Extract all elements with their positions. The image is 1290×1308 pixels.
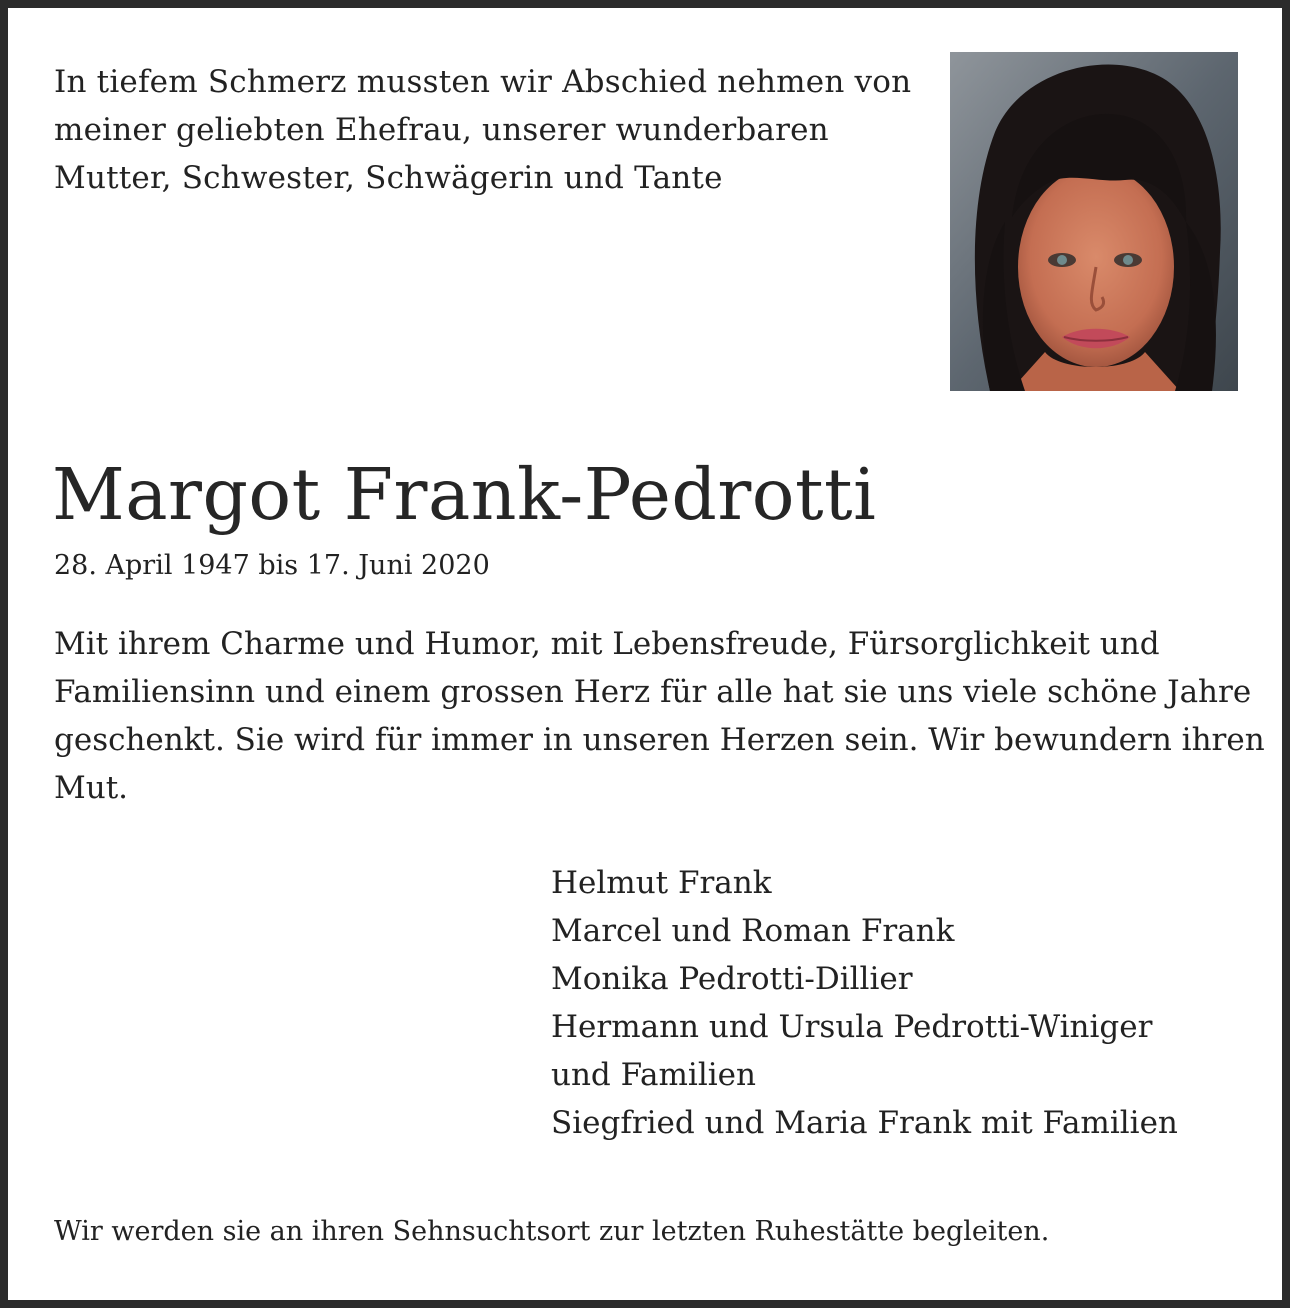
tribute-text: [54, 620, 1265, 812]
intro-text: [54, 58, 914, 202]
mourner-name: Helmut Frank: [551, 865, 772, 901]
mourner-name: Marcel und Roman Frank: [551, 913, 955, 949]
mourner-name: Hermann und Ursula Pedrotti-Winiger: [551, 1009, 1153, 1045]
tribute-line: Mit ihrem Charme und Humor, mit Lebensfreude, Fürsorglichkeit und: [54, 626, 1160, 662]
life-dates: 28. April 1947 bis 17. Juni 2020: [54, 550, 490, 581]
mourner-name: Monika Pedrotti-Dillier: [551, 961, 913, 997]
mourner-name: und Familien: [551, 1057, 756, 1093]
intro-line: In tiefem Schmerz mussten wir Abschied nehmen von: [54, 64, 912, 100]
mourners-list: [551, 859, 1241, 1147]
deceased-name: Margot Frank-Pedrotti: [52, 453, 877, 536]
intro-line: Mutter, Schwester, Schwägerin und Tante: [54, 160, 723, 196]
tribute-line: Familiensinn und einem grossen Herz für alle hat sie uns viele schöne Jahre: [54, 674, 1252, 710]
closing-note: Wir werden sie an ihren Sehnsuchtsort zur letzten Ruhestätte begleiten.: [54, 1216, 1050, 1247]
portrait-photo: [950, 52, 1238, 391]
mourner-name: Siegfried und Maria Frank mit Familien: [551, 1105, 1178, 1141]
intro-line: meiner geliebten Ehefrau, unserer wunderbaren: [54, 112, 829, 148]
tribute-line: geschenkt. Sie wird für immer in unseren Herzen sein. Wir bewundern ihren: [54, 722, 1265, 758]
tribute-line: Mut.: [54, 770, 129, 806]
